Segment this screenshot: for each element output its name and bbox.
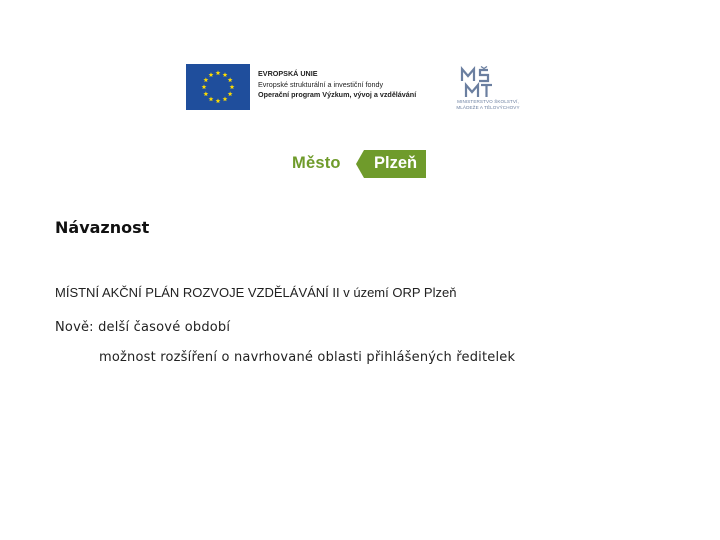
- page-heading: Návaznost: [55, 218, 150, 237]
- eu-star-icon: [216, 98, 221, 103]
- plan-title: MÍSTNÍ AKČNÍ PLÁN ROZVOJE VZDĚLÁVÁNÍ II v území ORP Plzeň: [55, 285, 457, 300]
- eu-logo: [186, 64, 430, 112]
- eu-star-icon: [202, 84, 207, 89]
- mesto-word: Město: [292, 154, 341, 172]
- eu-flag-icon: [186, 64, 250, 110]
- eu-star-icon: [230, 84, 235, 89]
- msmt-caption: [446, 99, 530, 111]
- eu-star-icon: [228, 77, 233, 82]
- eu-logo-line-3: Operační program Výzkum, vývoj a vzdělávání: [258, 90, 417, 99]
- eu-logo-line-1: EVROPSKÁ UNIE: [258, 69, 318, 78]
- msmt-caption-line-1: MINISTERSTVO ŠKOLSTVÍ,: [457, 99, 519, 104]
- eu-star-icon: [209, 72, 214, 77]
- eu-star-icon: [203, 77, 208, 82]
- eu-star-icon: [228, 91, 233, 96]
- eu-star-icon: [223, 72, 228, 77]
- msmt-logo: [446, 66, 530, 116]
- eu-star-icon: [203, 91, 208, 96]
- eu-star-icon: [223, 97, 228, 102]
- msmt-caption-line-2: MLÁDEŽE A TĚLOVÝCHOVY: [456, 105, 520, 110]
- extension-text: možnost rozšíření o navrhované oblasti přihlášených ředitelek: [99, 350, 516, 365]
- plzen-word: Plzeň: [374, 154, 418, 172]
- eu-logo-line-2: Evropské strukturální a investiční fondy: [258, 79, 384, 89]
- msmt-mark-icon: [446, 66, 530, 100]
- eu-star-icon: [209, 97, 214, 102]
- eu-logo-text: [258, 69, 416, 101]
- new-period-text: Nově: delší časové období: [55, 320, 231, 335]
- eu-star-icon: [216, 70, 221, 75]
